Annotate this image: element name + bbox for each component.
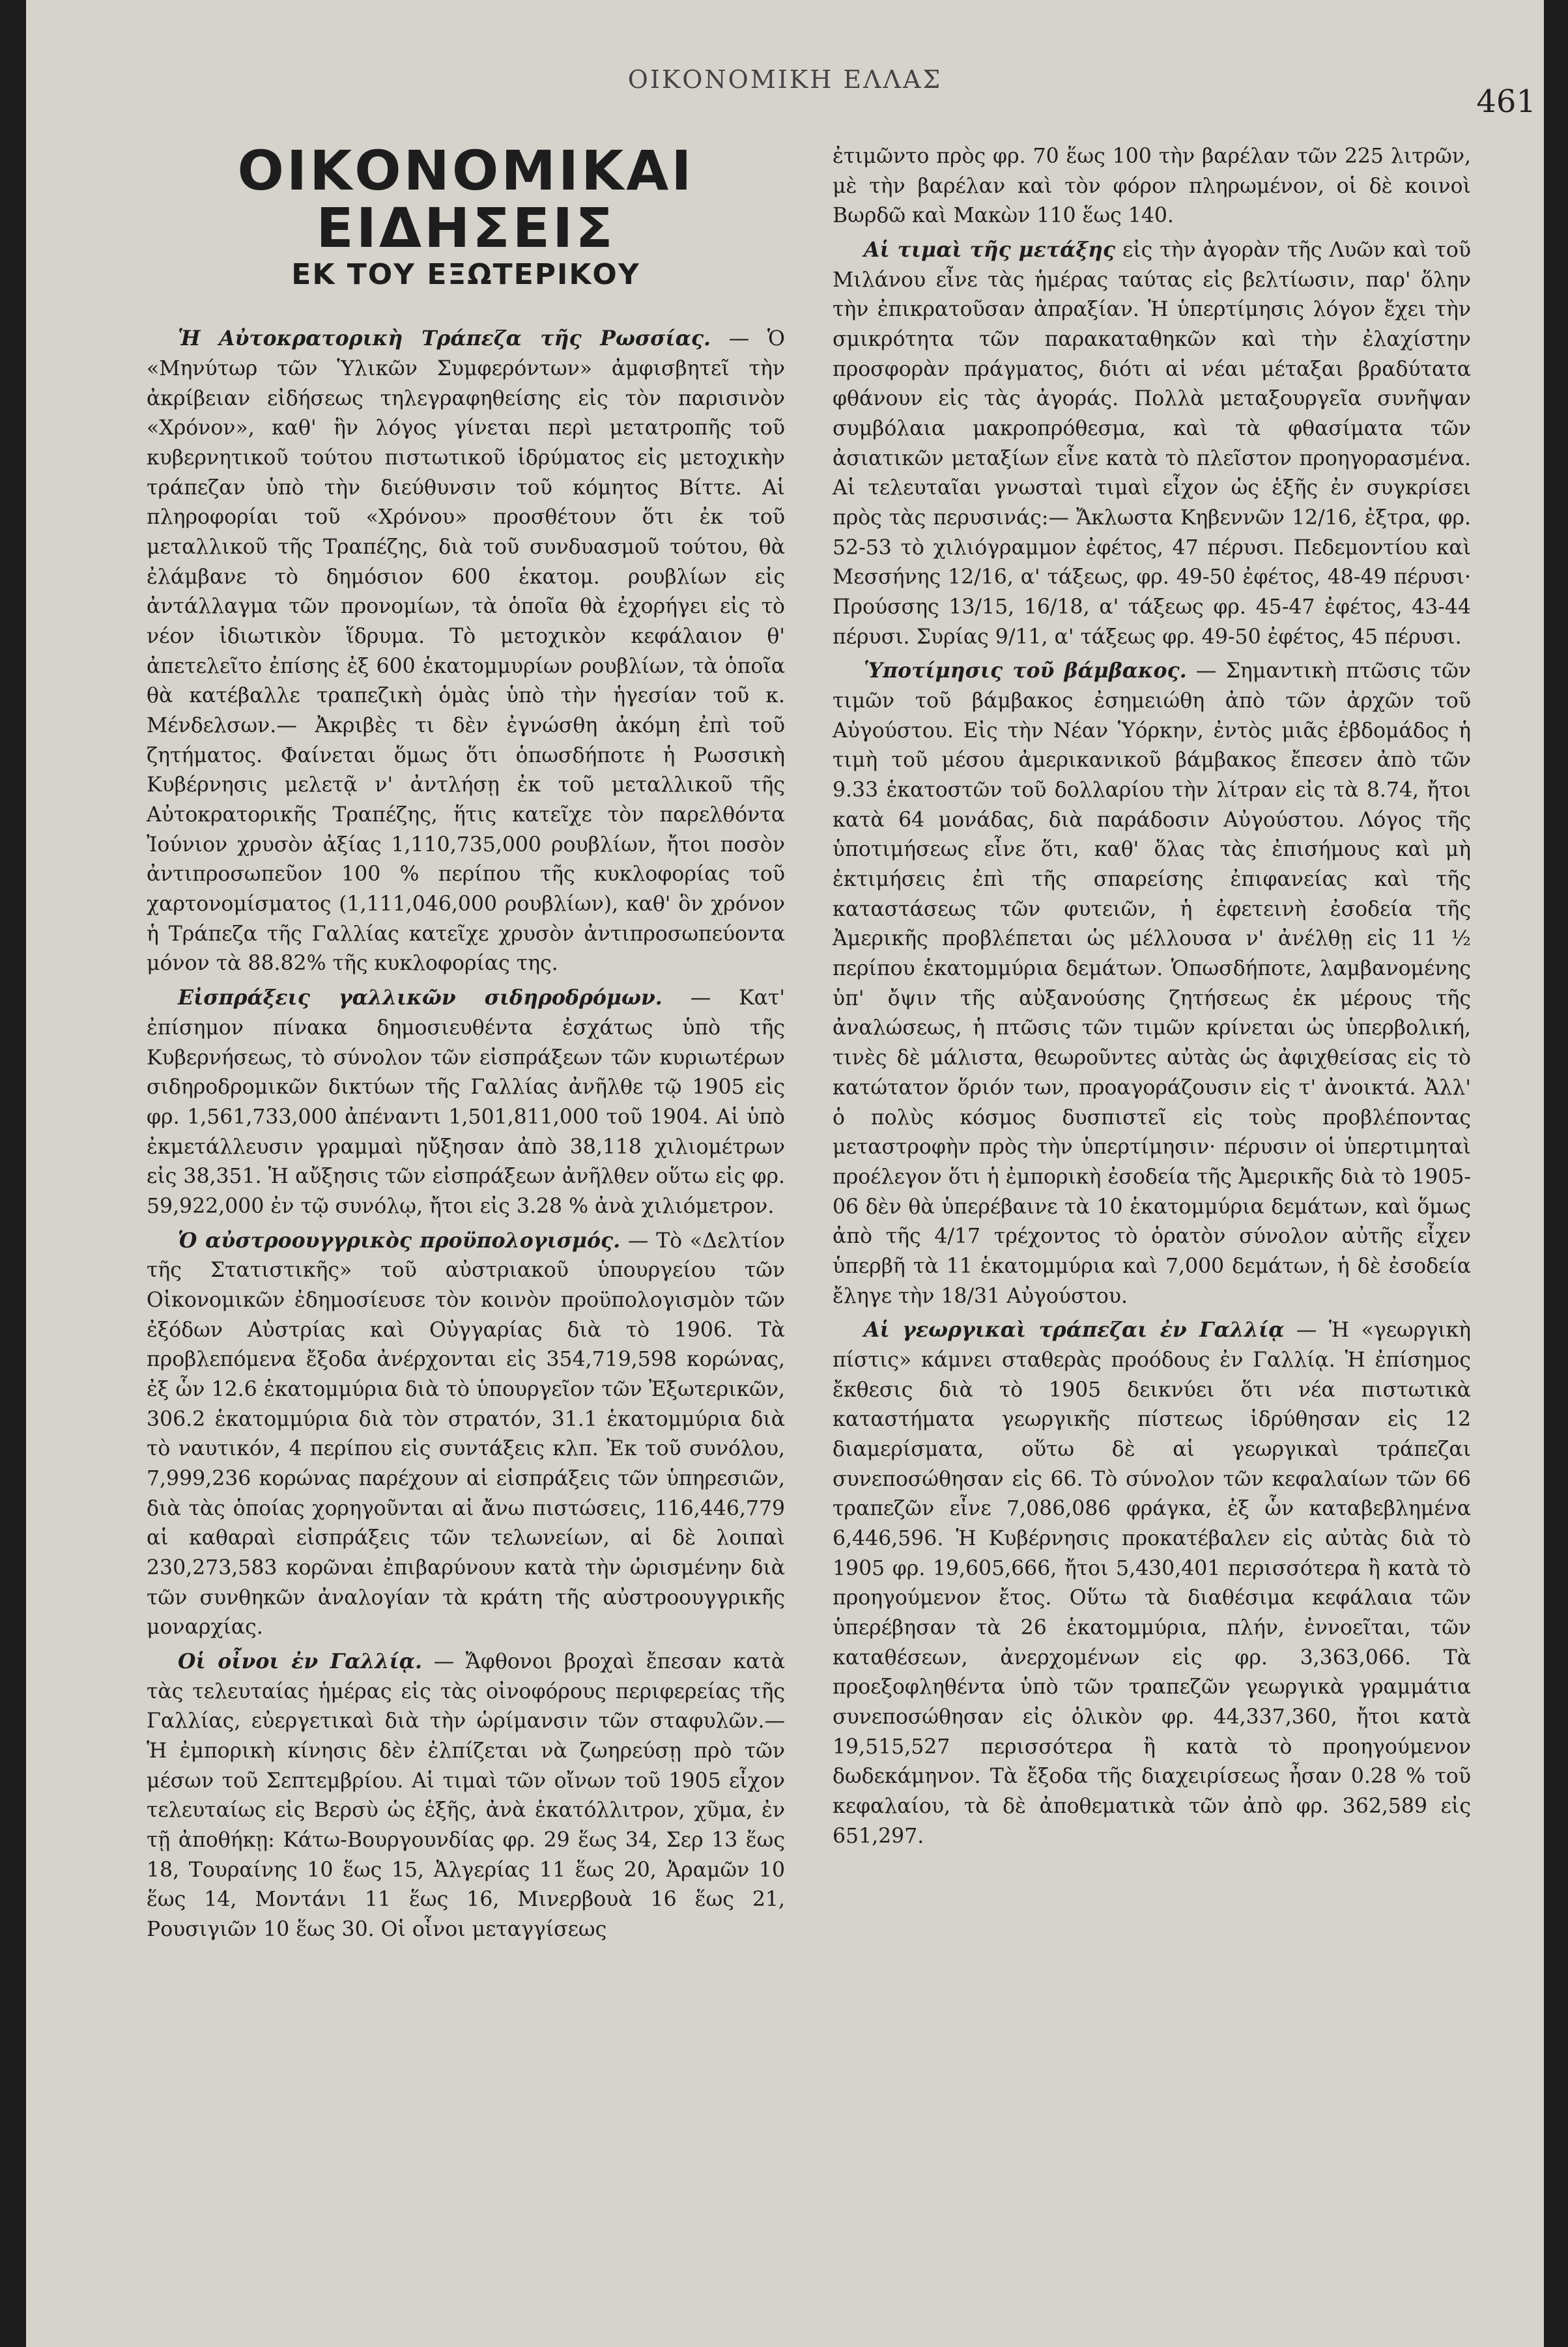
article-paragraph [147,1647,785,1945]
section-title: ΟΙΚΟΝΟΜΙΚΑΙ ΕΙΔΗΣΕΙΣ [237,139,694,261]
article-paragraph [833,235,1471,652]
left-column [147,139,786,1949]
article-text: — Κατ' ἐπίσημον πίνακα δημοσιευθέντα ἐσχάτως ὑπὸ τῆς Κυβερνήσεως, τὸ σύνολον τῶν εἰσπράξεων τῶν κυριωτέρων σιδηροδρομικῶν δικτύων τῆς Γαλλίας ἀνῆλθε τῷ 1905 εἰς φρ. 1,561,733,000 ἀπέναντι 1,501,811,000 τοῦ 1904. Αἱ ὑπὸ ἐκμετάλλευσιν γραμμαὶ ηὔξησαν ἀπὸ 38,118 χιλιομέτρων εἰς 38,351. Ἡ αὔξησις τῶν εἰσπράξεων ἀνῆλθεν οὕτω εἰς φρ. 59,922,000 ἐν τῷ συνόλῳ, ἤτοι εἰς 3.28 % ἀνὰ χιλιόμετρον. [147,986,786,1218]
article-heading: Οἱ οἶνοι ἐν Γαλλίᾳ. [178,1649,422,1673]
article-heading: Ὁ αὐστροουγγρικὸς προϋπολογισμός. [178,1228,621,1253]
article-paragraph [147,1226,785,1643]
article-paragraph [147,324,785,979]
article-heading: Ὑποτίμησις τοῦ βάμβακος. [864,659,1187,683]
page-number: 461 [1476,83,1536,120]
article-heading: Αἱ τιμαὶ τῆς μετάξης [864,238,1116,263]
article-heading: Ἡ Αὐτοκρατορικὴ Τράπεζα τῆς Ρωσσίας. [178,326,711,351]
article-continuation [833,142,1471,231]
article-paragraph [833,1315,1471,1851]
article-text: — Ἄφθονοι βροχαὶ ἔπεσαν κατὰ τὰς τελευταίας ἡμέρας εἰς τὰς οἰνοφόρους περιφερείας τῆς Γαλλίας, εὐεργετικαὶ διὰ τὴν ὡρίμανσιν τῶν σταφυλῶν.— Ἡ ἐμπορικὴ κίνησις δὲν ἐλπίζεται νὰ ζωηρεύσῃ πρὸ τῶν μέσων τοῦ Σεπτεμβρίου. Αἱ τιμαὶ τῶν οἴνων τοῦ 1905 εἶχον τελευταίως εἰς Βερσὺ ὡς ἑξῆς, ἀνὰ ἑκατόλλιτρον, χῦμα, ἐν τῇ ἀποθήκῃ: Κάτω-Βουργουνδίας φρ. 29 ἕως 34, Σερ 13 ἕως 18, Τουραίνης 10 ἕως 15, Ἀλγερίας 11 ἕως 20, Ἀραμῶν 10 ἕως 14, Μοντάνι 11 ἕως 16, Μινερβουὰ 16 ἕως 21, Ρουσιγιῶν 10 ἕως 30. Οἱ οἶνοι μεταγγίσεως [147,1649,785,1941]
article-paragraph [147,983,785,1221]
journal-page [26,0,1544,2347]
right-column [833,142,1471,1855]
article-heading: Αἱ γεωργικαὶ τράπεζαι ἐν Γαλλίᾳ [864,1318,1285,1343]
running-head: ΟΙΚΟΝΟΜΙΚΗ ΕΛΛΑΣ [627,65,943,94]
article-heading: Εἰσπράξεις γαλλικῶν σιδηροδρόμων. [178,986,663,1010]
article-text: — Σημαντικὴ πτῶσις τῶν τιμῶν τοῦ βάμβακος ἐσημειώθη ἀπὸ τῶν ἀρχῶν τοῦ Αὐγούστου. Εἰς τὴν Νέαν Ὑόρκην, ἐντὸς μιᾶς ἑβδομάδος ἡ τιμὴ τοῦ μέσου ἀμερικανικοῦ βάμβακος ἔπεσεν ἀπὸ τῶν 9.33 ἑκατοστῶν τοῦ δολλαρίου τὴν λίτραν εἰς τὰ 8.74, ἤτοι κατὰ 64 μονάδας, διὰ παράδοσιν Αὐγούστου. Λόγος τῆς ὑποτιμήσεως εἶνε ὅτι, καθ' ὅλας τὰς ἐπισήμους καὶ μὴ ἐκτιμήσεις ἐπὶ τῆς σπαρείσης ἐπιφανείας καὶ τῆς καταστάσεως τῶν φυτειῶν, ἡ ἐφετεινὴ ἐσοδεία τῆς Ἀμερικῆς προβλέπεται ὡς μέλλουσα ν' ἀνέλθῃ εἰς 11 ½ περίπου ἑκατομμύρια δεμάτων. Ὁπωσδήποτε, λαμβανομένης ὑπ' ὄψιν τῆς αὐξανούσης ζητήσεως ἐκ μέρους τῆς ἀναλώσεως, ἡ πτῶσις τῶν τιμῶν κρίνεται ὡς ὑπερβολική, τινὲς δὲ μάλιστα, θεωροῦντες αὐτὰς ὡς ἀφιχθείσας εἰς τὸ κατώτατον ὅριόν των, προαγοράζουσιν εἰς τ' ἀνοικτά. Ἀλλ' ὁ πολὺς κόσμος δυσπιστεῖ εἰς τοὺς προβλέποντας μεταστροφὴν πρὸς τὴν ὑπερτίμησιν· πέρυσιν οἱ ὑπερτιμηταὶ προέλεγον ὅτι ἡ ἐμπορικὴ ἐσοδεία τῆς Ἀμερικῆς διὰ τὸ 1905-06 δὲν θὰ ὑπερέβαινε τὰ 10 ἑκατομμύρια δεμάτων, καὶ ὅμως ἀπὸ τῆς 4/17 τρέχοντος τὸ ὁρατὸν σύνολον αὐτῆς εἶχεν ὑπερβῆ τὰ 11 ἑκατομμύρια καὶ 7,000 δεμάτων, ἡ δὲ ἐσοδεία ἔληγε τὴν 18/31 Αὐγούστου. [833,659,1471,1308]
article-text: — Ἡ «γεωργικὴ πίστις» κάμνει σταθερὰς προόδους ἐν Γαλλίᾳ. Ἡ ἐπίσημος ἔκθεσις διὰ τὸ 1905 δεικνύει ὅτι νέα πιστωτικὰ καταστήματα γεωργικῆς πίστεως ἱδρύθησαν εἰς 12 διαμερίσματα, οὕτω δὲ αἱ γεωργικαὶ τράπεζαι συνεποσώθησαν εἰς 66. Τὸ σύνολον τῶν κεφαλαίων τῶν 66 τραπεζῶν εἶνε 7,086,086 φράγκα, ἐξ ὧν καταβεβλημένα 6,446,596. Ἡ Κυβέρνησις προκατέβαλεν εἰς αὐτὰς διὰ τὸ 1905 φρ. 19,605,666, ἤτοι 5,430,401 περισσότερα ἢ κατὰ τὸ προηγούμενον ἔτος. Οὕτω τὰ διαθέσιμα κεφάλαια τῶν ὑπερέβησαν τὰ 26 ἑκατομμύρια, πλήν, ἐννοεῖται, τῶν καταθέσεων, ἀνερχομένων εἰς φρ. 3,363,066. Τὰ προεξοφληθέντα ὑπὸ τῶν τραπεζῶν γεωργικὰ γραμμάτια συνεποσώθησαν εἰς ὁλικὸν φρ. 44,337,360, ἤτοι κατὰ 19,515,527 περισσότερα ἢ κατὰ τὸ προηγούμενον δωδεκάμηνον. Τὰ ἔξοδα τῆς διαχειρίσεως ἦσαν 0.28 % τοῦ κεφαλαίου, τὰ δὲ ἀποθεματικὰ τῶν ἀπὸ φρ. 362,589 εἰς 651,297. [833,1318,1471,1848]
article-text: εἰς τὴν ἀγορὰν τῆς Λυῶν καὶ τοῦ Μιλάνου εἶνε τὰς ἡμέρας ταύτας εἰς βελτίωσιν, παρ' ὅλην τὴν ἐπικρατοῦσαν ἀπραξίαν. Ἡ ὑπερτίμησις λόγον ἔχει τὴν σμικρότητα τῶν παρακαταθηκῶν καὶ τὴν ἐλαχίστην προσφορὰν πράγματος, διότι αἱ νέαι μέταξαι βραδύτατα φθάνουν εἰς τὰς ἀγοράς. Πολλὰ μεταξουργεῖα συνῆψαν συμβόλαια μακροπρόθεσμα, καὶ τὰ φθασίματα τῶν ἀσιατικῶν μεταξίων εἶνε κατὰ τὸ πλεῖστον προηγορασμένα. Αἱ τελευταῖαι γνωσταὶ τιμαὶ εἶχον ὡς ἑξῆς ἐν συγκρίσει πρὸς τὰς περυσινάς:— Ἄκλωστα Κηβεννῶν 12/16, ἐξτρα, φρ. 52-53 τὸ χιλιόγραμμον ἐφέτος, 47 πέρυσι. Πεδεμοντίου καὶ Μεσσήνης 12/16, α' τάξεως, φρ. 49-50 ἐφέτος, 48-49 πέρυσι· Προύσσης 13/15, 16/18, α' τάξεως φρ. 45-47 ἐφέτος, 43-44 πέρυσι. Συρίας 9/11, α' τάξεως φρ. 49-50 ἐφέτος, 45 πέρυσι. [833,238,1471,649]
article-text: — Τὸ «Δελτίον τῆς Στατιστικῆς» τοῦ αὐστριακοῦ ὑπουργείου τῶν Οἰκονομικῶν ἐδημοσίευσε τὸν κοινὸν προϋπολογισμὸν τῶν ἐξόδων Αὐστρίας καὶ Οὐγγαρίας διὰ τὸ 1906. Τὰ προβλεπόμενα ἔξοδα ἀνέρχονται εἰς 354,719,598 κορώνας, ἐξ ὧν 12.6 ἑκατομμύρια διὰ τὸ ὑπουργεῖον τῶν Ἐξωτερικῶν, 306.2 ἑκατομμύρια διὰ τὸν στρατόν, 31.1 ἑκατομμύρια διὰ τὸ ναυτικόν, 4 περίπου εἰς συντάξεις κλπ. Ἐκ τοῦ συνόλου, 7,999,236 κορώνας παρέχουν αἱ εἰσπράξεις τῶν ὑπηρεσιῶν, διὰ τὰς ὁποίας χορηγοῦνται αἱ ἄνω πιστώσεις, 116,446,779 αἱ καθαραὶ εἰσπράξεις τῶν τελωνείων, αἱ δὲ λοιπαὶ 230,273,583 κορῶναι ἐπιβαρύνουν κατὰ τὴν ὡρισμένην διὰ τῶν συνθηκῶν ἀναλογίαν τὰ κράτη τῆς αὐστροουγγρικῆς μοναρχίας. [147,1229,786,1640]
article-paragraph [833,656,1471,1311]
section-subtitle: ΕΚ ΤΟΥ ΕΞΩΤΕΡΙΚΟΥ [291,258,640,292]
article-text: ἐτιμῶντο πρὸς φρ. 70 ἕως 100 τὴν βαρέλαν τῶν 225 λιτρῶν, μὲ τὴν βαρέλαν καὶ τὸν φόρον πληρωμένον, οἱ δὲ κοινοὶ Βωρδῶ καὶ Μακὼν 110 ἕως 140. [833,145,1471,228]
article-text: — Ὁ «Μηνύτωρ τῶν Ὑλικῶν Συμφερόντων» ἀμφισβητεῖ τὴν ἀκρίβειαν εἰδήσεως τηλεγραφηθείσης εἰς τὸν παρισινὸν «Χρόνον», καθ' ἣν λόγος γίνεται περὶ μετατροπῆς τοῦ κυβερνητικοῦ τούτου πιστωτικοῦ ἱδρύματος εἰς μετοχικὴν τράπεζαν ὑπὸ τὴν διεύθυνσιν τοῦ κόμητος Βίττε. Αἱ πληροφορίαι τοῦ «Χρόνου» προσθέτουν ὅτι ἐκ τοῦ μεταλλικοῦ τῆς Τραπέζης, διὰ τοῦ συνδυασμοῦ τούτου, θὰ ἐλάμβανε τὸ δημόσιον 600 ἑκατομ. ρουβλίων εἰς ἀντάλλαγμα τῶν προνομίων, τὰ ὁποῖα θὰ ἐχορήγει εἰς τὸ νέον ἰδιωτικὸν ἵδρυμα. Τὸ μετοχικὸν κεφάλαιον θ' ἀπετελεῖτο ἐπίσης ἐξ 600 ἑκατομμυρίων ρουβλίων, τὰ ὁποῖα θὰ κατέβαλλε τραπεζικὴ ὁμὰς ὑπὸ τὴν ἡγεσίαν τοῦ κ. Μένδελσων.— Ἀκριβὲς τι δὲν ἐγνώσθη ἀκόμη ἐπὶ τοῦ ζητήματος. Φαίνεται ὅμως ὅτι ὁπωσδήποτε ἡ Ρωσσικὴ Κυβέρνησις μελετᾷ ν' ἀντλήσῃ ἐκ τοῦ μεταλλικοῦ τῆς Αὐτοκρατορικῆς Τραπέζης, ἥτις κατεῖχε τὸν παρελθόντα Ἰούνιον χρυσὸν ἀξίας 1,110,735,000 ρουβλίων, ἤτοι ποσὸν ἀντιπροσωπεῦον 100 % περίπου τῆς κυκλοφορίας τοῦ χαρτονομίσματος (1,111,046,000 ρουβλίων), καθ' ὃν χρόνον ἡ Τράπεζα τῆς Γαλλίας κατεῖχε χρυσὸν ἀντιπροσωπεύοντα μόνον τὰ 88.82% τῆς κυκλοφορίας της. [147,327,785,976]
